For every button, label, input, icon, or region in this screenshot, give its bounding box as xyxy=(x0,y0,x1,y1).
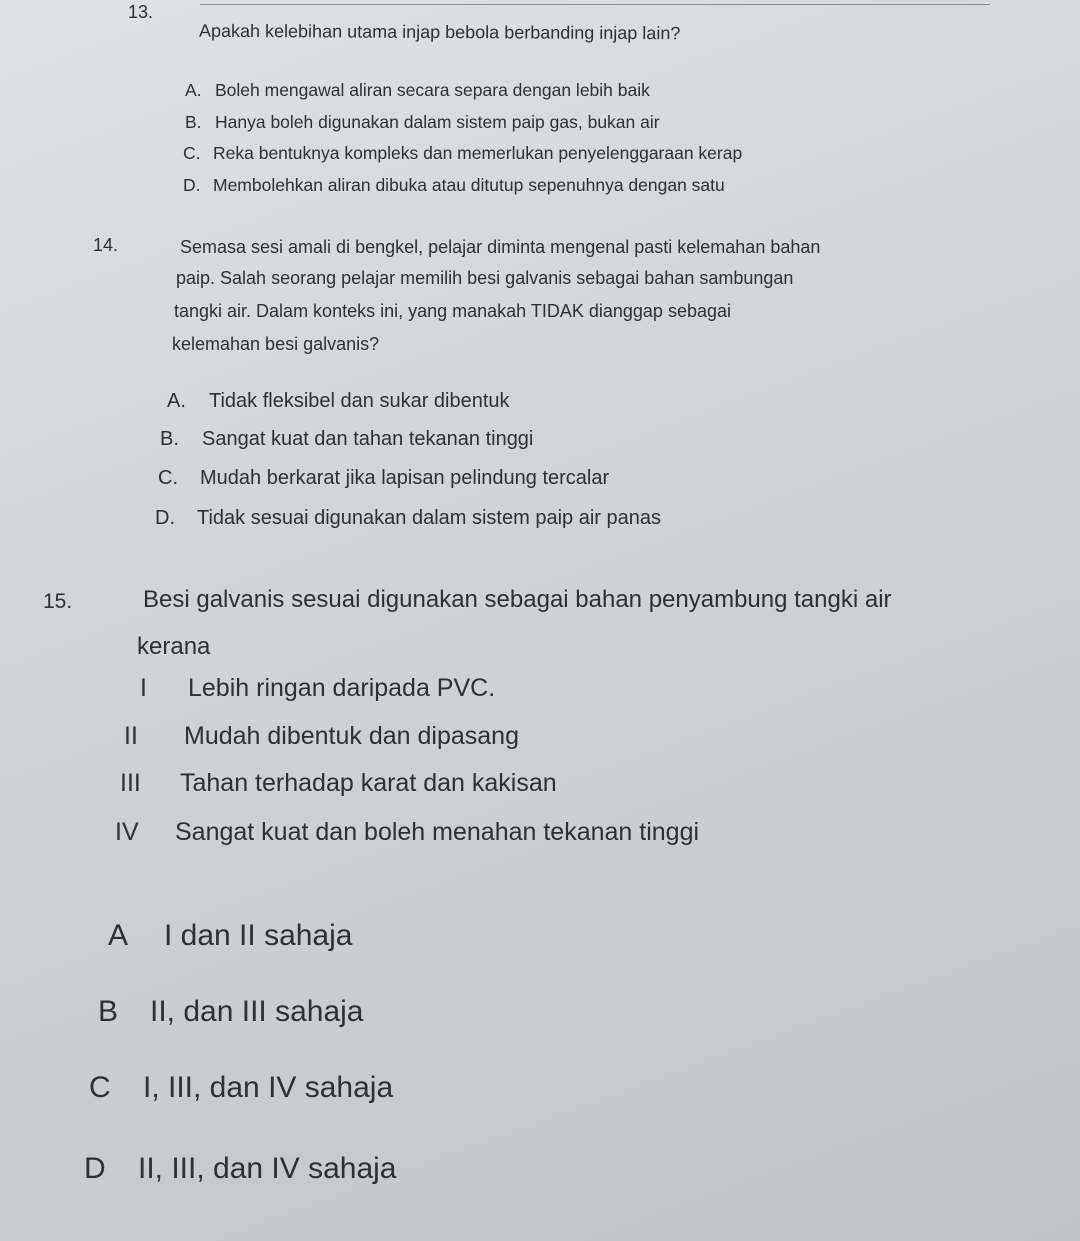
option-letter: B. xyxy=(185,112,202,132)
statement-roman: III xyxy=(120,769,141,797)
option-b[interactable] xyxy=(98,995,363,1029)
option-b[interactable] xyxy=(160,428,533,451)
option-a[interactable] xyxy=(167,390,510,413)
option-c[interactable] xyxy=(183,143,742,164)
option-letter: D xyxy=(84,1152,106,1185)
statement-text: Mudah dibentuk dan dipasang xyxy=(184,722,519,750)
option-letter: B. xyxy=(160,428,179,450)
question-stem-line: kerana xyxy=(137,633,211,660)
statement-ii xyxy=(124,722,519,751)
question-stem-line: kelemahan besi galvanis? xyxy=(172,334,380,354)
option-text: II, dan III sahaja xyxy=(150,995,364,1028)
statement-iii xyxy=(120,769,557,798)
question-stem: Apakah kelebihan utama injap bebola berbanding injap lain? xyxy=(198,20,681,44)
option-letter: C xyxy=(89,1071,111,1104)
option-letter: C. xyxy=(158,467,178,489)
top-rule xyxy=(200,4,990,5)
statement-i xyxy=(140,674,495,703)
option-d[interactable] xyxy=(183,175,725,196)
option-text: Tidak sesuai digunakan dalam sistem paip air panas xyxy=(197,507,661,529)
question-number: 13. xyxy=(128,2,154,22)
option-letter: D. xyxy=(155,507,175,529)
option-c[interactable] xyxy=(89,1071,393,1105)
question-stem-line: tangki air. Dalam konteks ini, yang manakah TIDAK dianggap sebagai xyxy=(174,301,731,321)
statement-iv xyxy=(115,818,699,847)
question-stem-line: paip. Salah seorang pelajar memilih besi galvanis sebagai bahan sambungan xyxy=(176,268,794,288)
question-number: 15. xyxy=(43,590,73,613)
statement-roman: I xyxy=(140,674,147,702)
question-number: 14. xyxy=(93,235,119,255)
option-letter: C. xyxy=(183,143,201,163)
option-letter: A. xyxy=(167,390,186,412)
option-b[interactable] xyxy=(185,112,660,133)
option-text: Mudah berkarat jika lapisan pelindung tercalar xyxy=(200,467,610,489)
option-c[interactable] xyxy=(158,467,609,490)
statement-roman: II xyxy=(124,722,138,750)
option-letter: A xyxy=(108,919,129,952)
option-text: Boleh mengawal aliran secara separa dengan lebih baik xyxy=(215,80,650,100)
option-text: I dan II sahaja xyxy=(164,919,353,952)
statement-text: Sangat kuat dan boleh menahan tekanan tinggi xyxy=(175,818,700,846)
statement-text: Lebih ringan daripada PVC. xyxy=(188,674,496,702)
option-d[interactable] xyxy=(84,1152,397,1186)
option-a[interactable] xyxy=(185,80,650,101)
question-stem-line: Besi galvanis sesuai digunakan sebagai bahan penyambung tangki air xyxy=(143,586,892,613)
option-letter: B xyxy=(98,995,119,1028)
option-text: I, III, dan IV sahaja xyxy=(143,1071,394,1104)
option-text: II, III, dan IV sahaja xyxy=(138,1152,397,1185)
option-text: Tidak fleksibel dan sukar dibentuk xyxy=(209,390,510,412)
question-stem-line: Semasa sesi amali di bengkel, pelajar diminta mengenal pasti kelemahan bahan xyxy=(180,237,821,257)
option-text: Hanya boleh digunakan dalam sistem paip gas, bukan air xyxy=(215,112,660,132)
option-text: Reka bentuknya kompleks dan memerlukan penyelenggaraan kerap xyxy=(213,143,743,163)
option-text: Sangat kuat dan tahan tekanan tinggi xyxy=(202,428,534,450)
option-letter: D. xyxy=(183,175,201,195)
statement-text: Tahan terhadap karat dan kakisan xyxy=(180,769,557,797)
statement-roman: IV xyxy=(115,818,139,846)
option-letter: A. xyxy=(185,80,202,100)
option-a[interactable] xyxy=(108,919,352,953)
option-d[interactable] xyxy=(155,507,661,530)
option-text: Membolehkan aliran dibuka atau ditutup sepenuhnya dengan satu xyxy=(213,175,725,195)
